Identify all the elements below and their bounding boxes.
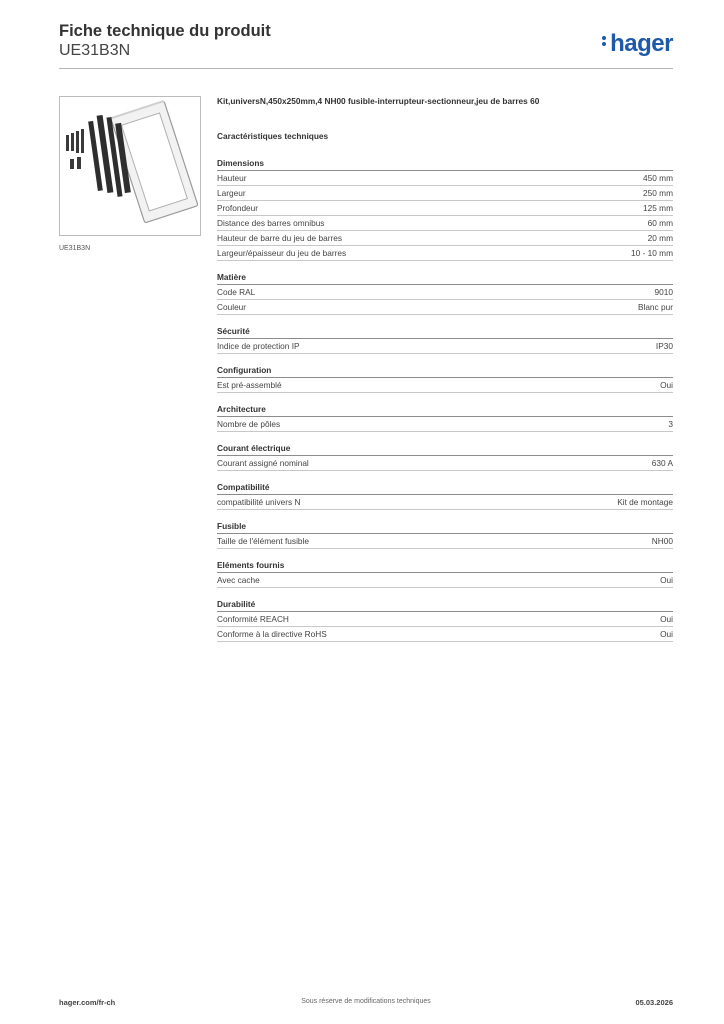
- spec-value: 3: [668, 419, 673, 429]
- spec-group-title: Durabilité: [217, 598, 673, 612]
- header-divider: [59, 68, 673, 69]
- product-description: Kit,universN,450x250mm,4 NH00 fusible-interrupteur-sectionneur,jeu de barres 60: [217, 96, 540, 106]
- spec-value: IP30: [655, 341, 673, 351]
- spec-row: [217, 627, 673, 642]
- spec-group-title: Eléments fournis: [217, 559, 673, 573]
- spec-value: Oui: [660, 629, 673, 639]
- spec-group-title: Sécurité: [217, 325, 673, 339]
- spec-value: 10 - 10 mm: [631, 248, 673, 258]
- spec-group-title: Compatibilité: [217, 481, 673, 495]
- spec-row: [217, 417, 673, 432]
- spec-label: Code RAL: [217, 287, 256, 297]
- spec-value: 60 mm: [647, 218, 673, 228]
- spec-value: 9010: [654, 287, 673, 297]
- spec-value: 250 mm: [643, 188, 673, 198]
- spec-groups: [217, 157, 673, 642]
- spec-label: Hauteur de barre du jeu de barres: [217, 233, 342, 243]
- spec-row: [217, 246, 673, 261]
- spec-row: [217, 231, 673, 246]
- spec-row: [217, 612, 673, 627]
- spec-label: Avec cache: [217, 575, 260, 585]
- spec-value: Oui: [660, 380, 673, 390]
- logo-dots-icon: [602, 34, 607, 48]
- spec-value: Oui: [660, 575, 673, 585]
- spec-label: Est pré-assemblé: [217, 380, 282, 390]
- spec-group-title: Dimensions: [217, 157, 673, 171]
- spec-label: Indice de protection IP: [217, 341, 300, 351]
- spec-value: 630 A: [651, 458, 673, 468]
- spec-group-title: Configuration: [217, 364, 673, 378]
- logo-text: hager: [610, 30, 673, 57]
- spec-row: [217, 456, 673, 471]
- footer-website: hager.com/fr-ch: [59, 998, 116, 1007]
- document-title: Fiche technique du produit: [59, 22, 271, 40]
- spec-row: [217, 285, 673, 300]
- spec-label: Conforme à la directive RoHS: [217, 629, 327, 639]
- spec-group-title: Courant électrique: [217, 442, 673, 456]
- spec-value: NH00: [651, 536, 673, 546]
- spec-label: Profondeur: [217, 203, 259, 213]
- spec-label: Couleur: [217, 302, 247, 312]
- product-kit-illustration-icon: [60, 97, 200, 235]
- footer-disclaimer: Sous réserve de modifications techniques: [301, 998, 431, 1005]
- spec-group-title: Fusible: [217, 520, 673, 534]
- spec-label: Taille de l'élément fusible: [217, 536, 309, 546]
- page-header: [59, 21, 673, 60]
- spec-label: Distance des barres omnibus: [217, 218, 325, 228]
- spec-group-title: Matière: [217, 271, 673, 285]
- spec-group-title: Architecture: [217, 403, 673, 417]
- section-heading: Caractéristiques techniques: [217, 131, 329, 141]
- spec-row: [217, 201, 673, 216]
- spec-label: Hauteur: [217, 173, 247, 183]
- spec-row: [217, 216, 673, 231]
- spec-label: Conformité REACH: [217, 614, 289, 624]
- spec-row: [217, 378, 673, 393]
- spec-label: Courant assigné nominal: [217, 458, 309, 468]
- spec-label: Largeur: [217, 188, 246, 198]
- image-caption: UE31B3N: [59, 245, 91, 252]
- spec-label: compatibilité univers N: [217, 497, 301, 507]
- spec-value: 125 mm: [643, 203, 673, 213]
- spec-value: Kit de montage: [617, 497, 673, 507]
- spec-value: Blanc pur: [637, 302, 673, 312]
- spec-value: 20 mm: [647, 233, 673, 243]
- spec-row: [217, 171, 673, 186]
- product-image: [59, 96, 201, 236]
- spec-value: 450 mm: [643, 173, 673, 183]
- spec-row: [217, 300, 673, 315]
- spec-row: [217, 573, 673, 588]
- spec-row: [217, 186, 673, 201]
- spec-row: [217, 534, 673, 549]
- footer-date: 05.03.2026: [635, 998, 673, 1007]
- spec-content: [217, 96, 673, 642]
- product-code: UE31B3N: [59, 42, 131, 59]
- spec-row: [217, 339, 673, 354]
- hager-logo: [602, 30, 673, 58]
- spec-label: Largeur/épaisseur du jeu de barres: [217, 248, 347, 258]
- spec-value: Oui: [660, 614, 673, 624]
- spec-label: Nombre de pôles: [217, 419, 281, 429]
- spec-row: [217, 495, 673, 510]
